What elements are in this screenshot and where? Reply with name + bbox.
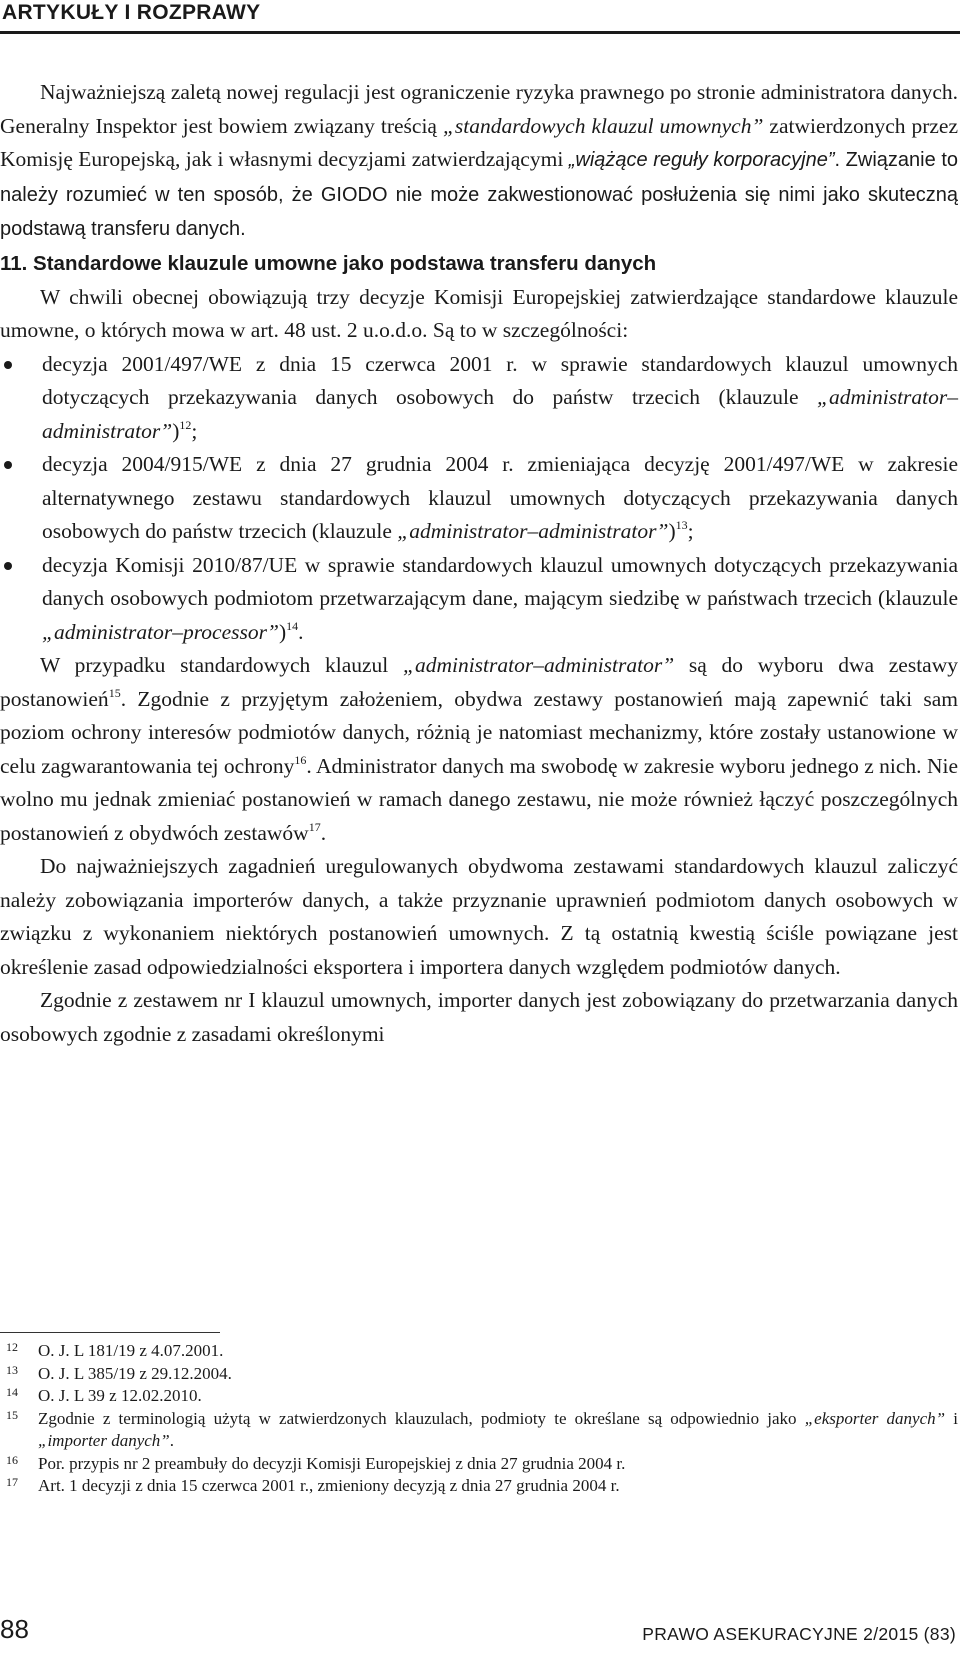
list-item: [0, 348, 958, 449]
footnote-number: 16: [6, 1452, 18, 1467]
footnote-italic: „importer danych”: [38, 1431, 170, 1450]
p3-text-e: . Administrator danych ma swobodę w zakresie wyboru jednego z nich. Nie wolno mu jednak zmieniać postanowień w ramach danego zestawu, nie może również łączyć poszczególnych postanowień z obydwóch zestawów: [0, 753, 958, 845]
bullet-1-italic: „administrator–administrator”: [42, 385, 958, 443]
paragraph-5: Zgodnie z zestawem nr I klauzul umownych, importer danych jest zobowiązany do przetwarzania danych osobowych zgodnie z zasadami określonymi: [0, 988, 958, 1046]
footnote-ref: 15: [108, 685, 121, 700]
p1-italic-binding-rules: „wiążące reguły korporacyjne”: [568, 149, 835, 171]
footnote-text: .: [169, 1431, 174, 1450]
footnote-italic: „eksporter danych”: [804, 1408, 946, 1428]
footnote-12: [0, 1340, 958, 1363]
p1-italic-standard-clauses: „standardowych klauzul umownych”: [442, 113, 764, 138]
footnote-13: [0, 1363, 958, 1386]
footnote-ref: 16: [294, 752, 307, 767]
bullet-3-text: decyzja Komisji 2010/87/UE w sprawie standardowych klauzul umownych dotyczących przekazywania danych osobowych podmiotom przetwarzającym dane, mającym siedzibę w państwach trzecich (klauzule: [42, 552, 958, 610]
paragraph-2: W chwili obecnej obowiązują trzy decyzje Komisji Europejskiej zatwierdzające standardowe klauzule umowne, o których mowa w art. 48 ust. 2 u.o.d.o. Są to w szczególności:: [0, 284, 958, 342]
page-number: 88: [0, 1614, 29, 1644]
p3-text-a: W przypadku standardowych klauzul: [40, 653, 403, 677]
decision-list: [0, 348, 958, 650]
paragraph-4: Do najważniejszych zagadnień uregulowanych obydwoma zestawami standardowych klauzul zaliczyć należy zobowiązania importerów danych, a także przyznanie uprawnień podmiotom danych osobowych w związku z wykonaniem niektórych postanowień umownych. Z tą ostatnią kwestią ściśle powiązane jest określenie zasad odpowiedzialności eksportera i importera danych względem podmiotów danych.: [0, 854, 958, 979]
bullet-3-close: ): [278, 619, 287, 644]
footnote-text: Zgodnie z terminologią użytą w zatwierdzonych klauzulach, podmioty te określane są odpowiednio jako: [38, 1408, 805, 1428]
paragraph-3: [0, 649, 958, 850]
bullet-3-end: .: [298, 619, 304, 644]
p3-text-d: . Zgodnie z przyjętym założeniem, obydwa zestawy postanowień mają zapewnić taki sam poziom ochrony interesów podmiotów danych, różnią je natomiast mechanizmy, które zostały ustanowione w celu zagwarantowania tej ochrony: [0, 686, 958, 778]
footnote-14: [0, 1385, 958, 1408]
footnote-16: [0, 1453, 958, 1476]
footnote-number: 13: [6, 1362, 18, 1377]
footnote-number: 15: [6, 1407, 18, 1422]
footnote-text: Art. 1 decyzji z dnia 15 czerwca 2001 r., zmieniony decyzją z dnia 27 grudnia 2004 r.: [38, 1476, 620, 1495]
footnotes: [0, 1340, 958, 1498]
bullet-1-text: decyzja 2001/497/WE z dnia 15 czerwca 2001 r. w sprawie standardowych klauzul umownych dotyczących przekazywania danych osobowych do państw trzecich (klauzule: [42, 351, 958, 409]
bullet-2-italic: „administrator–administrator”: [397, 519, 669, 543]
section-title: ARTYKUŁY I ROZPRAWY: [2, 1, 261, 24]
p1-text-e: . Związanie to należy rozumieć w ten sposób, że GIODO nie może zakwestionować posłużenia się nimi jako skuteczną podstawą transferu danych.: [0, 149, 959, 240]
bullet-2-text: decyzja 2004/915/WE z dnia 27 grudnia 2004 r. zmieniająca decyzję 2001/497/WE w zakresie alternatywnego zestawu standardowych klauzul umownych dotyczących przekazywania danych osobowych do państw trzecich (klauzule: [42, 452, 958, 543]
footnote-ref: 12: [179, 417, 192, 432]
list-item: [0, 549, 958, 650]
footnote-number: 17: [6, 1475, 18, 1489]
bullet-1-close: ): [172, 418, 180, 443]
footnote-number: 14: [6, 1385, 18, 1399]
p3-italic: „administrator–administrator”: [402, 653, 675, 677]
journal-name: PRAWO ASEKURACYJNE 2/2015 (83): [642, 1624, 956, 1644]
section-heading: 11. Standardowe klauzule umowne jako podstawa transferu danych: [0, 251, 657, 275]
header-rule: [0, 31, 960, 34]
bullet-1-end: ;: [191, 418, 198, 443]
list-item: [0, 448, 958, 549]
bullet-2-end: ;: [687, 519, 694, 543]
footnote-ref: 13: [675, 518, 688, 532]
footnote-text: O. J. L 385/19 z 29.12.2004.: [38, 1363, 232, 1383]
p1-text-c: zatwierdzonych przez Komisję Europejską, jak i własnymi decyzjami zatwierdzającymi: [0, 113, 959, 171]
p1-text-a: Najważniejszą zaletą nowej regulacji jest ograniczenie ryzyka prawnego po stronie administratora danych. Generalny Inspektor jest bowiem związany treścią: [0, 80, 958, 138]
bullet-3-italic: „administrator–processor”: [42, 619, 279, 644]
footnote-rule: [0, 1332, 220, 1333]
footnote-number: 12: [6, 1340, 18, 1354]
footnote-text: O. J. L 39 z 12.02.2010.: [38, 1386, 202, 1405]
footnote-15: [0, 1408, 958, 1453]
footnote-text: i: [945, 1408, 958, 1428]
footnote-17: [0, 1475, 958, 1498]
paragraph-1: [0, 76, 958, 247]
footnote-ref: 14: [286, 618, 299, 633]
p3-text-c: są do wyboru dwa zestawy postanowień: [0, 653, 958, 711]
footnote-text: Por. przypis nr 2 preambuły do decyzji Komisji Europejskiej z dnia 27 grudnia 2004 r.: [38, 1453, 626, 1473]
bullet-2-close: ): [668, 519, 676, 543]
p3-text-f: .: [320, 820, 327, 845]
footnote-ref: 17: [308, 819, 321, 834]
article-body: [0, 76, 958, 1051]
footnote-text: O. J. L 181/19 z 4.07.2001.: [38, 1341, 224, 1360]
